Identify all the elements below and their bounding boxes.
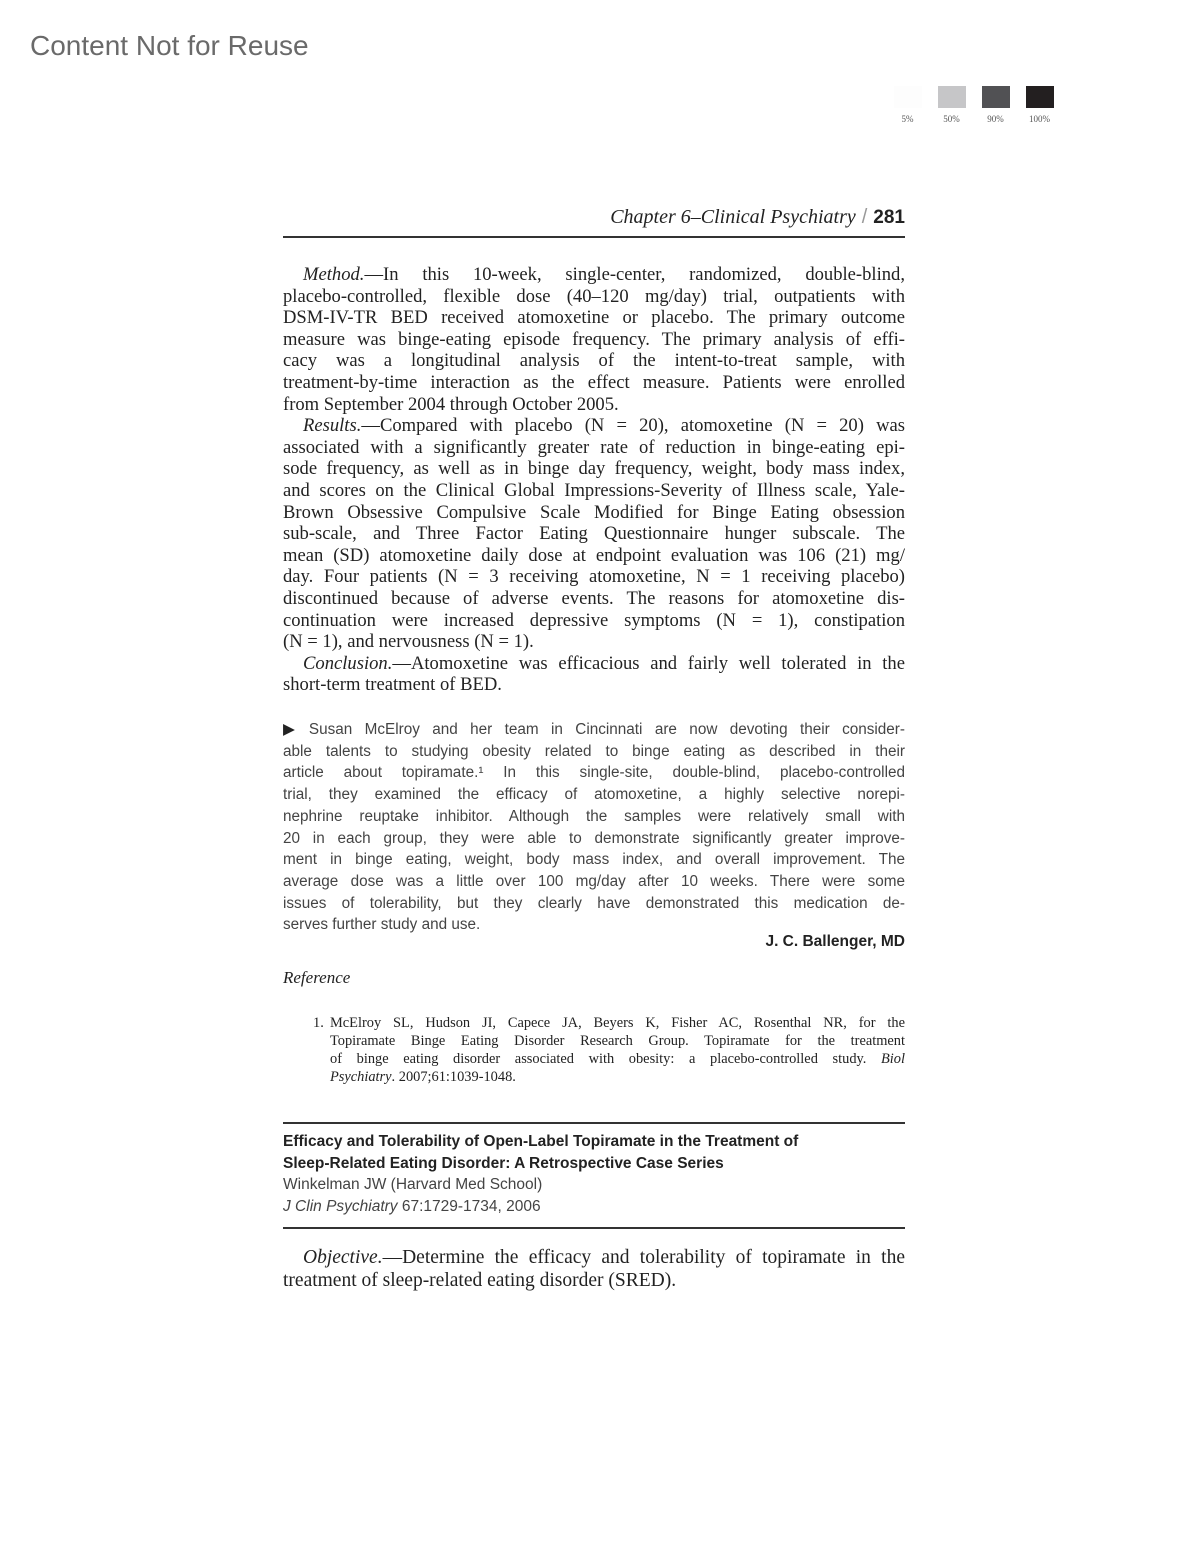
reference-line [330,1068,905,1086]
article-title-line: Sleep-Related Eating Disorder: A Retrospective Case Series [283,1154,724,1172]
swatch-label: 5% [901,114,914,124]
text-line: nephrine reuptake inhibitor. Although the samples were relatively small with [283,807,905,825]
watermark: Content Not for Reuse [30,30,309,61]
text-line: continuation were increased depressive symptoms (N = 1), constipation [283,609,905,631]
color-swatch [974,86,1017,124]
editor-commentary [283,719,905,936]
triangle-marker-icon: ▶ [283,721,303,738]
text-line [283,264,905,286]
text-line [283,415,905,437]
reference-citation: . 2007;61:1039-1048. [391,1069,516,1085]
text-line: placebo-controlled, flexible dose (40–120 mg/day) trial, outpatients with [283,285,905,307]
text-line [283,1246,905,1269]
text-line: and scores on the Clinical Global Impressions-Severity of Illness scale, Yale- [283,479,905,501]
article-citation [283,1196,905,1218]
citation-details: 67:1729-1734, 2006 [397,1198,541,1216]
objective-paragraph [283,1246,905,1292]
color-swatch [930,86,973,124]
line-text: —Atomoxetine was efficacious and fairly well tolerated in the [392,652,905,674]
reference-line: McElroy SL, Hudson JI, Capece JA, Beyers K, Fisher AC, Rosenthal NR, for the [330,1015,905,1031]
reference-text: of binge eating disorder associated with obesity: a placebo-controlled study. [330,1051,867,1067]
text-line: able talents to studying obesity related to binge eating as described in their [283,742,905,760]
text-line: 20 in each group, they were able to demonstrate significantly greater improve- [283,829,905,847]
text-line: trial, they examined the efficacy of atomoxetine, a highly selective norepi- [283,786,905,804]
color-swatch [886,86,929,124]
reference-journal: Biol [881,1051,905,1067]
text-line: mean (SD) atomoxetine daily dose at endpoint evaluation was 106 (21) mg/ [283,544,905,566]
text-line [283,719,905,741]
swatch-box [1026,86,1054,108]
reference-number: 1. [313,1015,324,1031]
reference-heading: Reference [283,968,351,987]
reference-line: Topiramate Binge Eating Disorder Research Group. Topiramate for the treatment [330,1033,905,1049]
reference-line [330,1050,905,1068]
article-authors: Winkelman JW (Harvard Med School) [283,1176,543,1194]
article-heading [283,1131,905,1218]
text-line: associated with a significantly greater rate of reduction in binge-eating epi- [283,436,905,458]
text-line: ment in binge eating, weight, body mass index, and overall improvement. The [283,851,905,869]
swatch-label: 50% [943,114,960,124]
text-line: day. Four patients (N = 3 receiving atomoxetine, N = 1 receiving placebo) [283,566,905,588]
swatch-label: 90% [987,114,1004,124]
text-line [283,653,905,675]
text-line: DSM-IV-TR BED received atomoxetine or placebo. The primary outcome [283,307,905,329]
text-line: short-term treatment of BED. [283,674,502,696]
line-text: Susan McElroy and her team in Cincinnati are now devoting their consider- [308,721,905,738]
swatch-box [982,86,1010,108]
text-line: measure was binge-eating episode frequency. The primary analysis of effi- [283,328,905,350]
text-line: cacy was a longitudinal analysis of the intent-to-treat sample, with [283,350,905,372]
swatch-box [938,86,966,108]
text-line: sub-scale, and Three Factor Eating Questionnaire hunger subscale. The [283,523,905,545]
text-line: serves further study and use. [283,916,481,934]
article-bottom-rule [283,1227,905,1229]
reference-journal: Psychiatry [330,1069,392,1085]
chapter-title: Chapter 6–Clinical Psychiatry [610,206,856,228]
line-text: —Compared with placebo (N = 20), atomoxetine (N = 20) was [361,415,905,437]
journal-name: J Clin Psychiatry [283,1198,398,1216]
line-text: —In this 10-week, single-center, randomized, double-blind, [364,264,905,285]
text-line: article about topiramate.¹ In this single-site, double-blind, placebo-controlled [283,764,905,782]
text-line: issues of tolerability, but they clearly have demonstrated this medication de- [283,894,905,912]
header-rule [283,236,905,238]
line-text: —Determine the efficacy and tolerability of topiramate in the [382,1247,905,1268]
swatch-label: 100% [1029,114,1050,124]
text-line: discontinued because of adverse events. The reasons for atomoxetine dis- [283,587,905,609]
text-line: average dose was a little over 100 mg/day after 10 weeks. There were some [283,872,905,890]
article-top-rule [283,1122,905,1124]
color-swatch [1018,86,1061,124]
header-separator: / [861,206,868,228]
text-line: from September 2004 through October 2005. [283,393,619,415]
text-line: treatment-by-time interaction as the effect measure. Patients were enrolled [283,371,905,393]
abstract [283,264,905,696]
section-label: Conclusion. [303,652,393,674]
section-label: Objective. [303,1247,383,1268]
swatch-box [894,86,922,108]
commentary-signature: J. C. Ballenger, MD [765,933,905,950]
text-line: sode frequency, as well as in binge day frequency, weight, body mass index, [283,458,905,480]
page-number: 281 [873,207,905,228]
text-line: Brown Obsessive Compulsive Scale Modified for Binge Eating obsession [283,501,905,523]
text-line: (N = 1), and nervousness (N = 1). [283,631,534,653]
color-calibration-bar [886,86,1062,124]
section-label: Results. [303,415,362,437]
running-header [283,206,905,229]
reference-list [313,1014,905,1086]
section-label: Method. [303,264,365,285]
article-title-line: Efficacy and Tolerability of Open-Label Topiramate in the Treatment of [283,1133,799,1150]
text-line: treatment of sleep-related eating disorder (SRED). [283,1270,677,1291]
